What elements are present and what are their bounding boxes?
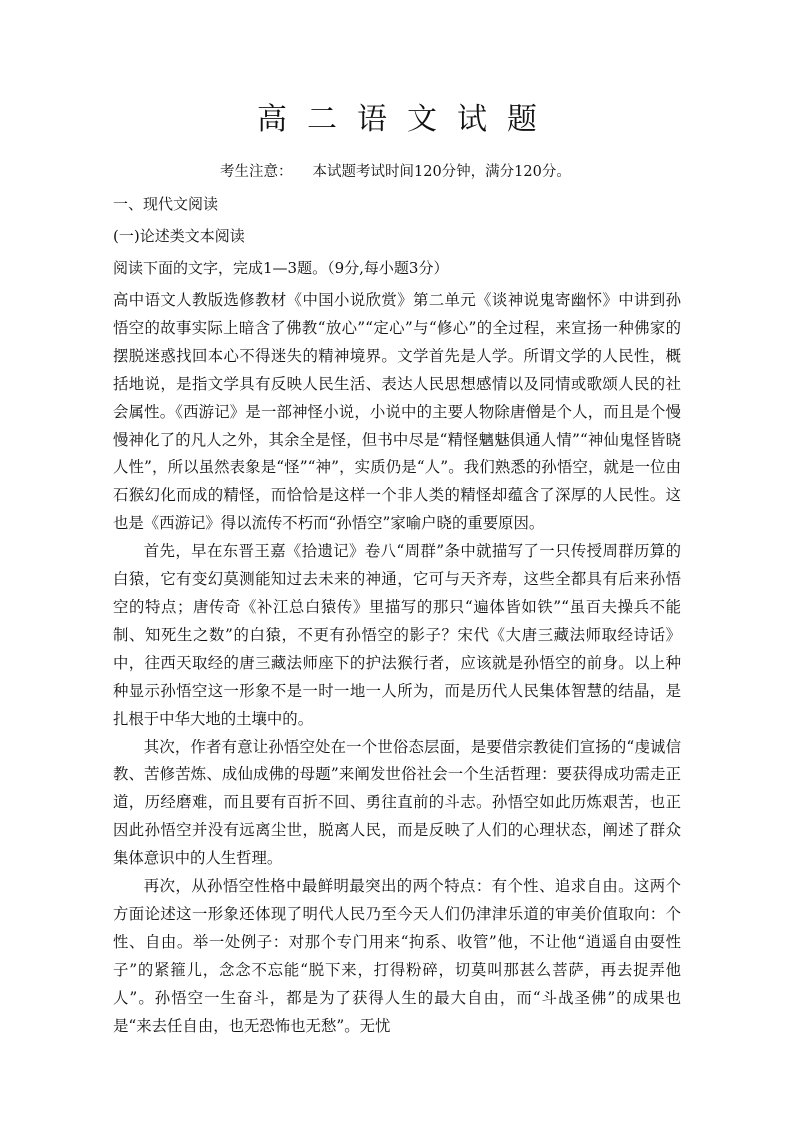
- page-title: 高二语文试题: [257, 102, 557, 137]
- notice-text: 本试题考试时间120分钟，满分120分。: [312, 164, 571, 180]
- section-heading: 一、现代文阅读: [113, 195, 219, 213]
- reading-passage: [113, 287, 681, 1040]
- subsection-heading: (一)论述类文本阅读: [113, 227, 245, 245]
- passage-paragraph-3: 其次，作者有意让孙悟空处在一个世俗态层面，是要借宗教徒们宣扬的“虔诚信教、苦修苦炼、成仙成佛的母题”来阐发世俗社会一个生活哲理：要获得成功需走正道，历经磨难，而且要有百折不回、勇往直前的斗志。孙悟空如此历炼艰苦，也正因此孙悟空并没有远离尘世，脱离人民，而是反映了人们的心理状态，阐述了群众集体意识中的人生哲理。: [113, 737, 681, 868]
- exam-notice: [220, 162, 740, 182]
- passage-paragraph-1: 高中语文人教版选修教材《中国小说欣赏》第二单元《谈神说鬼寄幽怀》中讲到孙悟空的故事实际上暗含了佛教“放心”“定心”与“修心”的全过程，来宣扬一种佛家的摆脱迷惑找回本心不得迷失的精神境界。文学首先是人学。所谓文学的人民性，概括地说，是指文学具有反映人民生活、表达人民思想感情以及同情或歌颂人民的社会属性。《西游记》是一部神怪小说，小说中的主要人物除唐僧是个人，而且是个慢慢神化了的凡人之外，其余全是怪，但书中尽是“精怪魑魅俱通人情”“神仙鬼怪皆晓人性”，所以虽然表象是“怪”“神”，实质仍是“人”。我们熟悉的孙悟空，就是一位由石猴幻化而成的精怪，而恰恰是这样一个非人类的精怪却蕴含了深厚的人民性。这也是《西游记》得以流传不朽而“孙悟空”家喻户晓的重要原因。: [113, 291, 681, 533]
- question-instruction: 阅读下面的文字，完成1—3题。（9分,每小题3分）: [113, 259, 449, 277]
- notice-label: 考生注意：: [220, 164, 293, 180]
- passage-paragraph-2: 首先，早在东晋王嘉《拾遗记》卷八“周群”条中就描写了一只传授周群历算的白猿，它有变幻莫测能知过去未来的神通，它可与天齐寿，这些全都具有后来孙悟空的特点；唐传奇《补江总白猿传》里描写的那只“遍体皆如铁”“虽百夫操兵不能制、知死生之数”的白猿，不更有孙悟空的影子？宋代《大唐三藏法师取经诗话》中，往西天取经的唐三藏法师座下的护法猴行者，应该就是孙悟空的前身。以上种种显示孙悟空这一形象不是一时一地一人所为，而是历代人民集体智慧的结晶，是扎根于中华大地的土壤中的。: [113, 542, 681, 728]
- passage-paragraph-4: 再次，从孙悟空性格中最鲜明最突出的两个特点：有个性、追求自由。这两个方面论述这一形象还体现了明代人民乃至今天人们仍津津乐道的审美价值取向：个性、自由。举一处例子：对那个专门用来“拘系、收管”他，不让他“逍遥自由耍性子”的紧箍儿，念念不忘能“脱下来，打得粉碎，切莫叫那甚么菩萨，再去捉弄他人”。孙悟空一生奋斗，都是为了获得人生的最大自由，而“斗战圣佛”的成果也是“来去任自由，也无恐怖也无愁”。无忧: [113, 877, 681, 1035]
